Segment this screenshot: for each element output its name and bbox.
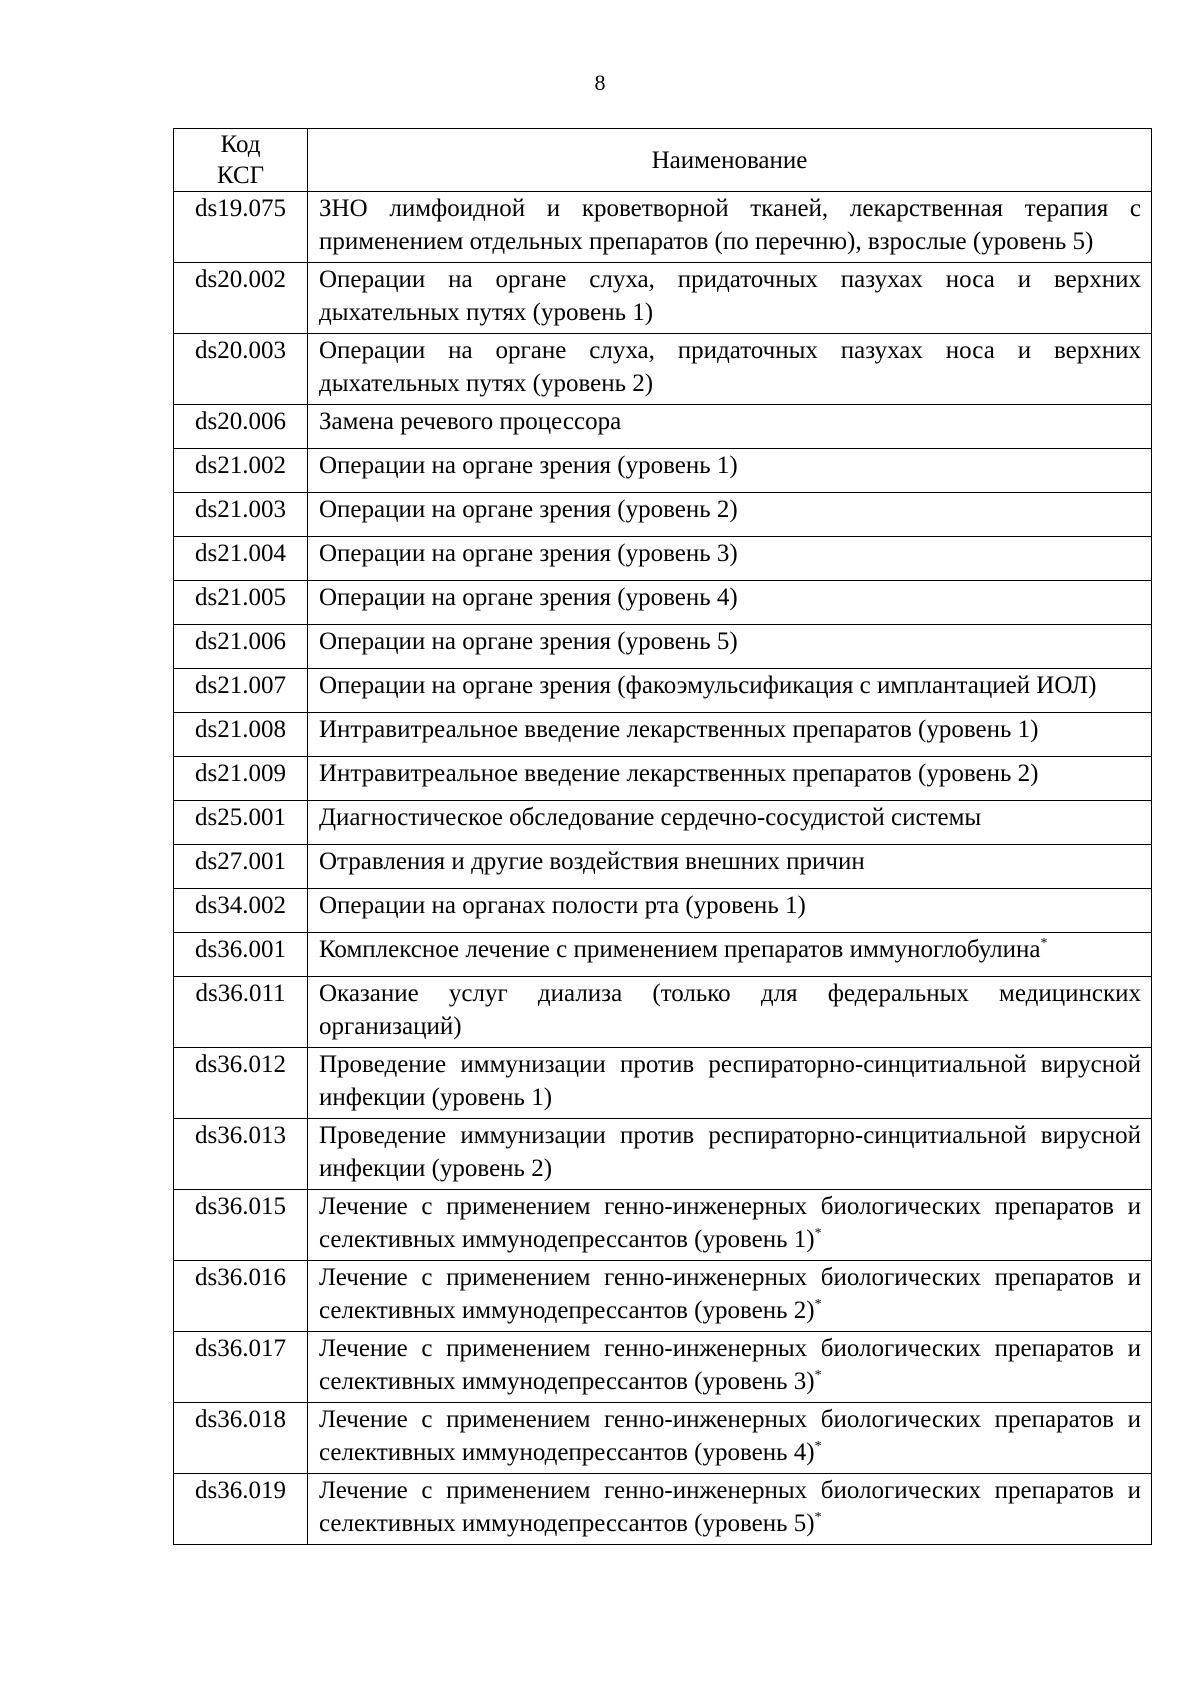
table-row <box>174 405 1152 449</box>
ksg-name-cell <box>308 1190 1152 1261</box>
ksg-name-text: Операции на органе зрения (факоэмульсификация с имплантацией ИОЛ) <box>319 672 1097 699</box>
table-row <box>174 1190 1152 1261</box>
ksg-name-cell <box>308 801 1152 845</box>
ksg-code-cell: ds21.007 <box>174 669 308 713</box>
page-number: 8 <box>594 70 606 95</box>
footnote-mark: * <box>814 1510 822 1525</box>
ksg-code-cell: ds21.004 <box>174 537 308 581</box>
ksg-name-cell <box>308 1261 1152 1332</box>
ksg-name-cell <box>308 845 1152 889</box>
table-row <box>174 889 1152 933</box>
ksg-name-text: Интравитреальное введение лекарственных препаратов (уровень 1) <box>319 716 1039 743</box>
ksg-code-cell: ds36.017 <box>174 1332 308 1403</box>
table-row <box>174 263 1152 334</box>
column-header-name: Наименование <box>308 129 1152 192</box>
footnote-mark: * <box>814 1226 822 1241</box>
table-row <box>174 192 1152 263</box>
ksg-code-cell: ds21.002 <box>174 449 308 493</box>
ksg-code-cell: ds36.012 <box>174 1048 308 1119</box>
ksg-name-text: Операции на органе зрения (уровень 5) <box>319 628 738 655</box>
ksg-name-cell <box>308 1474 1152 1545</box>
ksg-name-cell <box>308 537 1152 581</box>
ksg-name-text: Замена речевого процессора <box>319 408 622 435</box>
table-row <box>174 537 1152 581</box>
table-row <box>174 449 1152 493</box>
ksg-code-cell: ds21.008 <box>174 713 308 757</box>
ksg-code-cell: ds36.013 <box>174 1119 308 1190</box>
table-row <box>174 933 1152 977</box>
table-row <box>174 1403 1152 1474</box>
ksg-name-cell <box>308 263 1152 334</box>
ksg-name-cell <box>308 889 1152 933</box>
table-row <box>174 334 1152 405</box>
ksg-code-cell: ds21.006 <box>174 625 308 669</box>
ksg-code-cell: ds21.005 <box>174 581 308 625</box>
table-row <box>174 1048 1152 1119</box>
ksg-name-cell <box>308 581 1152 625</box>
ksg-name-cell <box>308 713 1152 757</box>
ksg-code-cell: ds34.002 <box>174 889 308 933</box>
ksg-code-cell: ds27.001 <box>174 845 308 889</box>
ksg-code-cell: ds20.006 <box>174 405 308 449</box>
ksg-name-cell <box>308 449 1152 493</box>
ksg-name-text: Лечение с применением генно-инженерных биологических препаратов и селективных иммунодепрессантов (уровень 5) <box>319 1477 1141 1537</box>
ksg-code-cell: ds36.019 <box>174 1474 308 1545</box>
ksg-code-cell: ds36.015 <box>174 1190 308 1261</box>
ksg-name-text: Интравитреальное введение лекарственных препаратов (уровень 2) <box>319 760 1039 787</box>
ksg-code-cell: ds36.001 <box>174 933 308 977</box>
ksg-name-text: Лечение с применением генно-инженерных биологических препаратов и селективных иммунодепрессантов (уровень 4) <box>319 1406 1141 1466</box>
ksg-name-cell <box>308 493 1152 537</box>
ksg-name-cell <box>308 192 1152 263</box>
table-row <box>174 713 1152 757</box>
table-row <box>174 1332 1152 1403</box>
ksg-code-cell: ds36.018 <box>174 1403 308 1474</box>
ksg-name-text: Операции на органе слуха, придаточных пазухах носа и верхних дыхательных путях (уровень 2) <box>319 337 1141 397</box>
ksg-name-text: Операции на органе зрения (уровень 1) <box>319 452 738 479</box>
ksg-name-cell <box>308 1119 1152 1190</box>
ksg-code-cell: ds19.075 <box>174 192 308 263</box>
ksg-name-cell <box>308 757 1152 801</box>
table-header-row <box>174 129 1152 192</box>
ksg-name-text: Лечение с применением генно-инженерных биологических препаратов и селективных иммунодепрессантов (уровень 3) <box>319 1335 1141 1395</box>
table-row <box>174 581 1152 625</box>
table-row <box>174 493 1152 537</box>
ksg-name-cell <box>308 1332 1152 1403</box>
table-row <box>174 845 1152 889</box>
ksg-name-cell <box>308 977 1152 1048</box>
column-header-code <box>174 129 308 192</box>
table-row <box>174 625 1152 669</box>
ksg-name-cell <box>308 625 1152 669</box>
table-row <box>174 1261 1152 1332</box>
ksg-name-text: Отравления и другие воздействия внешних причин <box>319 848 865 875</box>
ksg-name-text: Операции на органе слуха, придаточных пазухах носа и верхних дыхательных путях (уровень 1) <box>319 266 1141 326</box>
ksg-name-cell <box>308 1403 1152 1474</box>
ksg-name-text: Проведение иммунизации против респираторно-синцитиальной вирусной инфекции (уровень 1) <box>319 1051 1141 1111</box>
ksg-name-text: Проведение иммунизации против респираторно-синцитиальной вирусной инфекции (уровень 2) <box>319 1122 1141 1182</box>
ksg-name-text: ЗНО лимфоидной и кроветворной тканей, лекарственная терапия с применением отдельных препаратов (по перечню), взрослые (уровень 5) <box>319 195 1141 255</box>
ksg-code-cell: ds20.003 <box>174 334 308 405</box>
ksg-name-text: Операции на органах полости рта (уровень 1) <box>319 892 806 919</box>
ksg-table <box>173 128 1152 1545</box>
ksg-name-text: Операции на органе зрения (уровень 2) <box>319 496 738 523</box>
ksg-code-cell: ds20.002 <box>174 263 308 334</box>
table-row <box>174 757 1152 801</box>
ksg-name-text: Диагностическое обследование сердечно-сосудистой системы <box>319 804 982 831</box>
ksg-name-text: Оказание услуг диализа (только для федеральных медицинских организаций) <box>319 980 1141 1040</box>
table-row <box>174 1474 1152 1545</box>
footnote-mark: * <box>814 1439 822 1454</box>
column-header-code-line1: Код <box>220 131 261 158</box>
footnote-mark: * <box>814 1368 822 1383</box>
ksg-code-cell: ds21.009 <box>174 757 308 801</box>
footnote-mark: * <box>1040 936 1048 951</box>
ksg-code-cell: ds36.011 <box>174 977 308 1048</box>
ksg-name-cell <box>308 933 1152 977</box>
ksg-name-text: Операции на органе зрения (уровень 3) <box>319 540 738 567</box>
footnote-mark: * <box>814 1297 822 1312</box>
ksg-name-cell <box>308 1048 1152 1119</box>
ksg-name-cell <box>308 334 1152 405</box>
table-row <box>174 1119 1152 1190</box>
ksg-name-text: Лечение с применением генно-инженерных биологических препаратов и селективных иммунодепрессантов (уровень 2) <box>319 1264 1141 1324</box>
table-row <box>174 977 1152 1048</box>
ksg-name-cell <box>308 405 1152 449</box>
column-header-code-line2: КСГ <box>216 162 265 189</box>
ksg-name-text: Операции на органе зрения (уровень 4) <box>319 584 738 611</box>
ksg-code-cell: ds21.003 <box>174 493 308 537</box>
ksg-code-cell: ds36.016 <box>174 1261 308 1332</box>
table-row <box>174 801 1152 845</box>
ksg-name-cell <box>308 669 1152 713</box>
ksg-code-cell: ds25.001 <box>174 801 308 845</box>
table-row <box>174 669 1152 713</box>
ksg-name-text: Комплексное лечение с применением препаратов иммуноглобулина <box>319 936 1041 963</box>
ksg-name-text: Лечение с применением генно-инженерных биологических препаратов и селективных иммунодепрессантов (уровень 1) <box>319 1193 1141 1253</box>
